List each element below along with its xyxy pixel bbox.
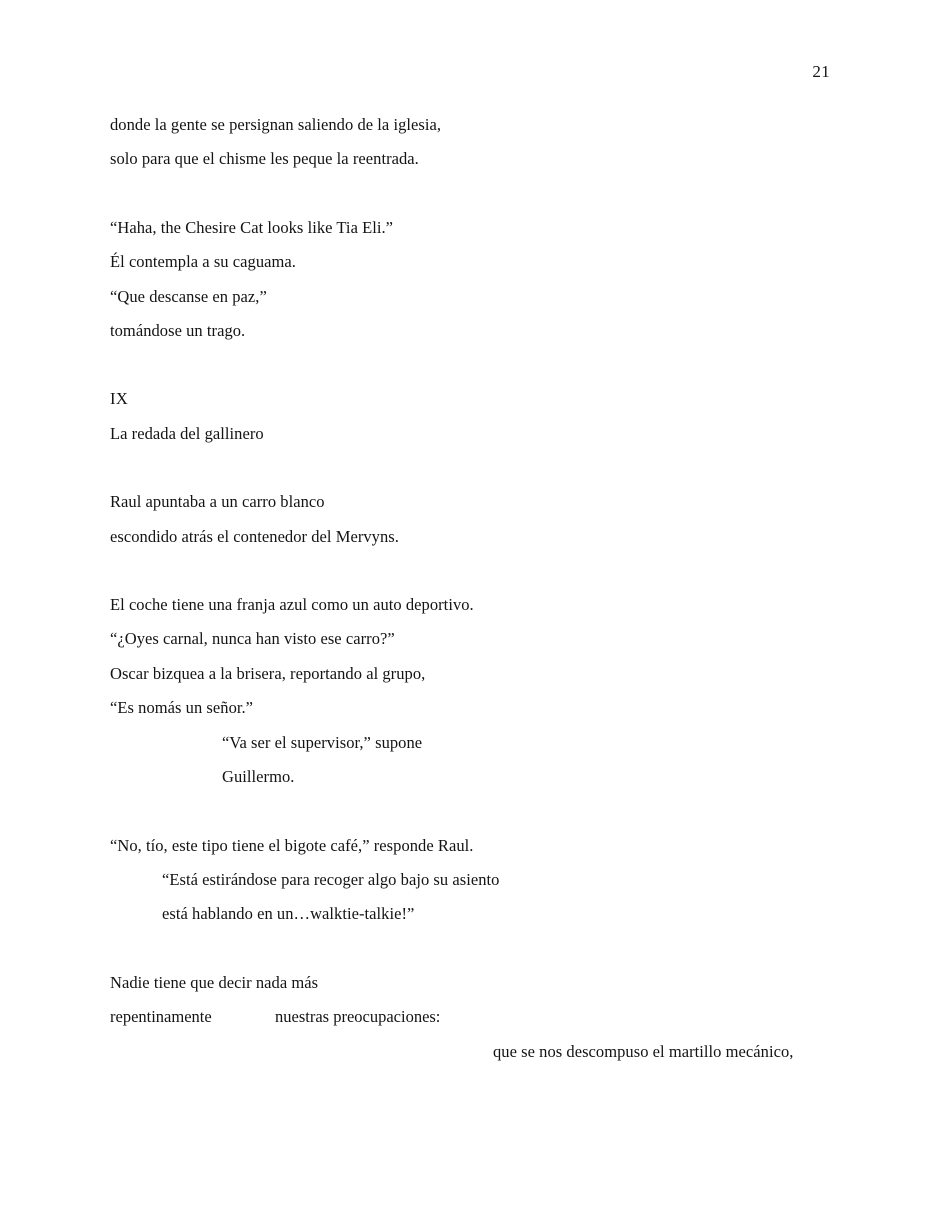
poem-line-split-right: nuestras preocupaciones: bbox=[275, 1007, 441, 1027]
poem-line: “¿Oyes carnal, nunca han visto ese carro?” bbox=[110, 629, 395, 649]
poem-line: escondido atrás el contenedor del Mervyns. bbox=[110, 526, 399, 546]
stanza bbox=[110, 966, 870, 1069]
stanza bbox=[110, 211, 870, 349]
stanza bbox=[110, 485, 870, 554]
section-heading-block bbox=[110, 382, 870, 451]
poem-line: solo para que el chisme les peque la reentrada. bbox=[110, 149, 419, 169]
poem-line-indented: que se nos descompuso el martillo mecánico, bbox=[493, 1041, 794, 1061]
poem-line: Oscar bizquea a la brisera, reportando al grupo, bbox=[110, 663, 426, 683]
stanza bbox=[110, 108, 870, 177]
poem-line-indented: “Está estirándose para recoger algo bajo su asiento bbox=[162, 869, 500, 889]
poem-line: tomándose un trago. bbox=[110, 321, 246, 341]
section-title: La redada del gallinero bbox=[110, 423, 264, 443]
poem-body bbox=[110, 108, 870, 1069]
page-number: 21 bbox=[812, 62, 830, 81]
poem-line-indented: “Va ser el supervisor,” supone bbox=[222, 732, 423, 752]
section-number: IX bbox=[110, 389, 129, 409]
stanza bbox=[110, 829, 870, 932]
poem-line-split-left: repentinamente bbox=[110, 1007, 212, 1027]
poem-line: “Haha, the Chesire Cat looks like Tia Eli.” bbox=[110, 217, 394, 237]
poem-line: “Que descanse en paz,” bbox=[110, 286, 267, 306]
poem-line: “No, tío, este tipo tiene el bigote café,” responde Raul. bbox=[110, 835, 474, 855]
stanza bbox=[110, 588, 870, 794]
poem-line: El coche tiene una franja azul como un auto deportivo. bbox=[110, 595, 474, 615]
poem-line: Raul apuntaba a un carro blanco bbox=[110, 492, 325, 512]
poem-line-indented: Guillermo. bbox=[222, 767, 295, 787]
poem-line-split bbox=[110, 1000, 870, 1034]
poem-line: donde la gente se persignan saliendo de la iglesia, bbox=[110, 115, 442, 134]
poem-line: Él contempla a su caguama. bbox=[110, 252, 296, 272]
poem-line-indented: está hablando en un…walktie-talkie!” bbox=[162, 904, 415, 924]
poem-line: “Es nomás un señor.” bbox=[110, 698, 254, 718]
poem-line: Nadie tiene que decir nada más bbox=[110, 972, 319, 992]
